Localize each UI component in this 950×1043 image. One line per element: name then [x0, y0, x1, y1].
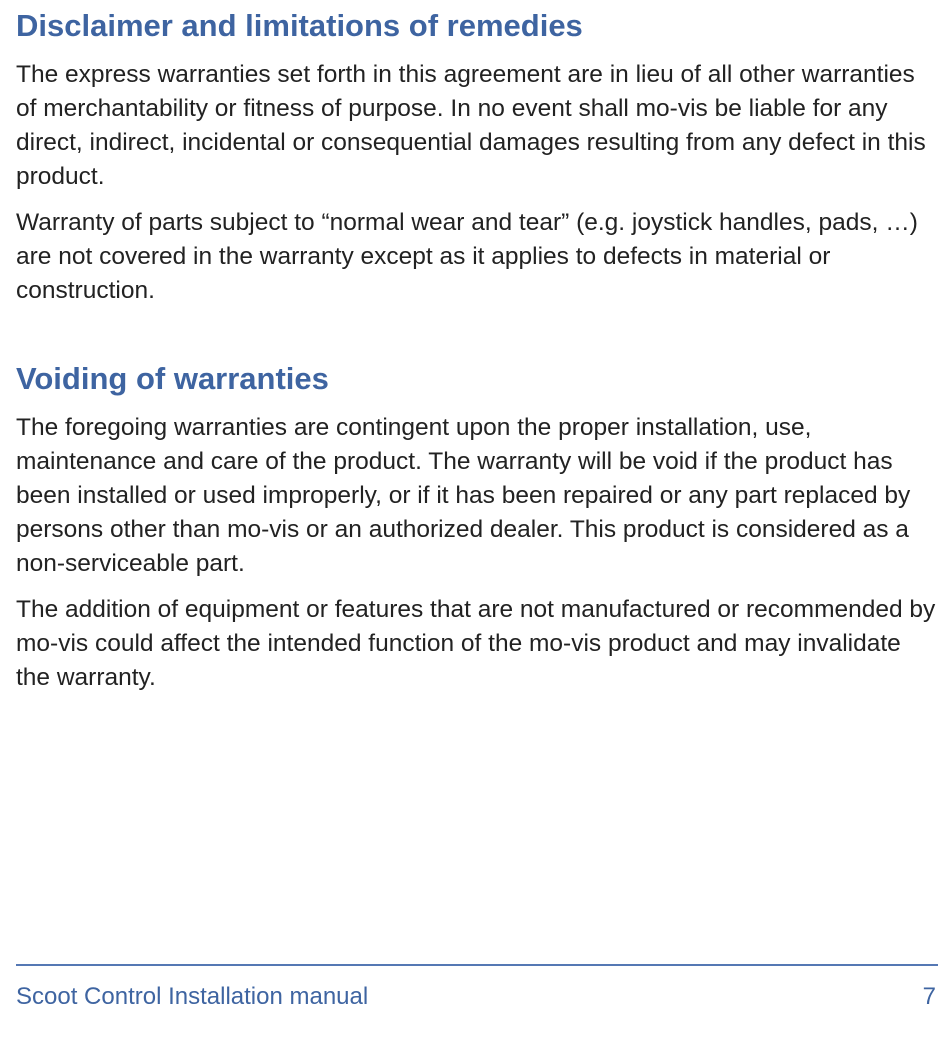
document-page: [16, 0, 936, 695]
section-disclaimer: [16, 6, 936, 308]
section-heading: Voiding of warranties: [16, 361, 329, 396]
footer-divider: [16, 964, 938, 966]
paragraph: The express warranties set forth in this agreement are in lieu of all other warranties of merchantability or fitness of purpose. In no event shall mo-vis be liable for any direct, indirect, incidental or consequential damages resulting from any defect in this product.: [16, 61, 926, 190]
page-number: 7: [922, 983, 936, 1010]
section-voiding: [16, 359, 936, 695]
paragraph: The addition of equipment or features that are not manufactured or recommended by mo-vis could affect the intended function of the mo-vis product and may invalidate the warranty.: [16, 596, 936, 691]
paragraph: The foregoing warranties are contingent upon the proper installation, use, maintenance and care of the product. The warranty will be void if the product has been installed or used improperly, or if it has been repaired or any part replaced by persons other than mo-vis or an authorized dealer. This product is considered as a non-serviceable part.: [16, 414, 911, 577]
footer-title: Scoot Control Installation manual: [16, 983, 369, 1010]
section-heading: Disclaimer and limitations of remedies: [16, 8, 583, 43]
paragraph: Warranty of parts subject to “normal wear and tear” (e.g. joystick handles, pads, …) are not covered in the warranty except as it applies to defects in material or construction.: [16, 209, 918, 304]
